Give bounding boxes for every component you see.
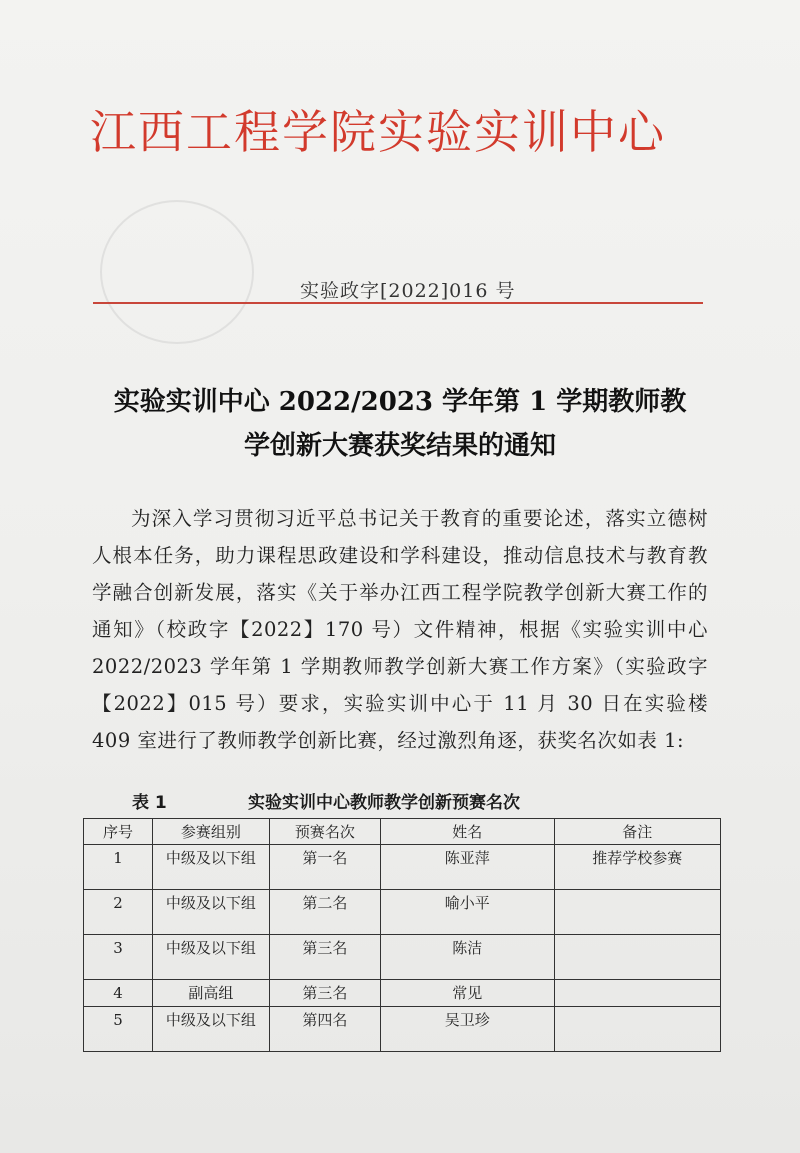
cell-no: 1 [84,845,153,890]
cell-no: 5 [84,1007,153,1052]
table-caption-label: 表 1 [132,793,167,813]
cell-group: 副高组 [152,980,269,1007]
document-number: 实验政字[2022]016 号 [300,280,516,302]
cell-rank: 第二名 [269,890,380,935]
table-row [84,890,721,935]
cell-no: 2 [84,890,153,935]
header-group: 参赛组别 [152,819,269,845]
faded-stamp [100,200,254,344]
cell-no: 3 [84,935,153,980]
cell-note [554,890,720,935]
header-divider [93,302,703,304]
table-row [84,980,721,1007]
cell-note [554,1007,720,1052]
header-name: 姓名 [380,819,554,845]
notice-title [90,380,710,468]
table-row [84,1007,721,1052]
table-caption-title: 实验实训中心教师教学创新预赛名次 [248,793,520,813]
body-paragraph: 为深入学习贯彻习近平总书记关于教育的重要论述，落实立德树人根本任务，助力课程思政建设和学科建设，推动信息技术与教育教学融合创新发展，落实《关于举办江西工程学院教学创新大赛工作的通知》（校政字【2022】170 号）文件精神，根据《实验实训中心 2022/2023 学年第 1 学期教师教学创新大赛工作方案》（实验政字【2022】015 号）要求，实验实训中心于 11 月 30 日在实验楼 409 室进行了教师教学创新比赛，经过激烈角逐，获奖名次如表 1: [92,507,708,752]
org-header: 江西工程学院实验实训中心 [90,105,666,159]
cell-name: 陈亚萍 [380,845,554,890]
cell-note [554,980,720,1007]
title-line-2: 学创新大赛获奖结果的通知 [243,431,556,461]
cell-rank: 第一名 [269,845,380,890]
header-note: 备注 [554,819,720,845]
cell-group: 中级及以下组 [152,1007,269,1052]
cell-note [554,935,720,980]
table-row [84,935,721,980]
header-no: 序号 [84,819,153,845]
cell-group: 中级及以下组 [152,935,269,980]
cell-group: 中级及以下组 [152,890,269,935]
table-header-row [84,819,721,845]
cell-no: 4 [84,980,153,1007]
cell-rank: 第三名 [269,935,380,980]
notice-body [92,500,708,759]
table-row [84,845,721,890]
title-line-1: 实验实训中心 2022/2023 学年第 1 学期教师教 [113,387,687,417]
cell-rank: 第三名 [269,980,380,1007]
cell-rank: 第四名 [269,1007,380,1052]
cell-name: 常见 [380,980,554,1007]
header-rank: 预赛名次 [269,819,380,845]
cell-name: 喻小平 [380,890,554,935]
cell-name: 吴卫珍 [380,1007,554,1052]
cell-note: 推荐学校参赛 [554,845,720,890]
cell-name: 陈洁 [380,935,554,980]
cell-group: 中级及以下组 [152,845,269,890]
awards-table [83,818,721,1052]
